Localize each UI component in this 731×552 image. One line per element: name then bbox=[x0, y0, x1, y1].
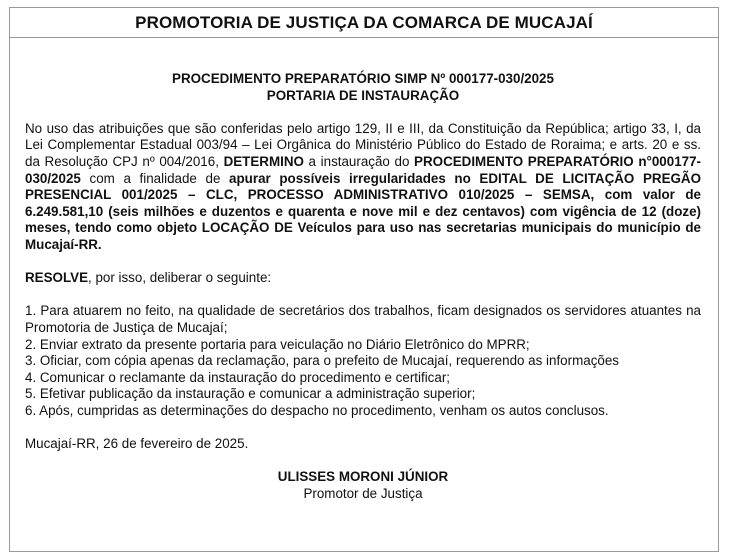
spacer bbox=[25, 104, 701, 121]
signature-name: ULISSES MORONI JÚNIOR bbox=[277, 469, 449, 485]
list-item: 4. Comunicar o reclamante da instauração do procedimento e certificar; bbox=[25, 369, 450, 385]
list-item: 1. Para atuarem no feito, na qualidade de secretários dos trabalhos, ficam designados os servidores atuantes na Promotoria de Justiça de Mucajaí; bbox=[25, 303, 701, 335]
list-item: 5. Efetivar publicação da instauração e comunicar a administração superior; bbox=[25, 386, 476, 402]
list-item: 6. Após, cumpridas as determinações do despacho no procedimento, venham os autos conclusos. bbox=[25, 402, 609, 418]
intro-text-2: a instauração do bbox=[303, 153, 415, 169]
document-page bbox=[9, 7, 719, 552]
intro-paragraph bbox=[25, 121, 701, 254]
object-text: apurar possíveis irregularidades no EDITAL DE LICITAÇÃO PREGÃO PRESENCIAL 001/2025 – CLC, PROCESSO ADMINISTRATIVO 010/2025 – SEMSA, com valor de 6.249.581,10 (seis milhões e duzentos e quarenta e nove mil e dez centavos) com vigência de 12 (doze) meses, tendo como objeto LOCAÇÃO DE Veículos para uso nas secretarias municipais do município de Mucajaí-RR. bbox=[25, 170, 702, 252]
portaria-title: PORTARIA DE INSTAURAÇÃO bbox=[266, 87, 460, 103]
resolve-text: , por isso, deliberar o seguinte: bbox=[88, 270, 272, 286]
document-body bbox=[25, 71, 701, 502]
intro-text-3: com a finalidade de bbox=[80, 170, 230, 186]
spacer bbox=[25, 287, 701, 304]
intro-text-1: No uso das atribuições que são conferidas pelo artigo 129, II e III, da Constituição da República; artigo 33, I, da Lei Complementar Estadual 003/94 – Lei Orgânica do Ministério Público do Estado de Roraima; e arts. 20 e ss. da Resolução CPJ nº 004/2016, bbox=[25, 120, 701, 169]
spacer bbox=[25, 419, 701, 436]
spacer bbox=[25, 254, 701, 271]
resolve-label: RESOLVE bbox=[25, 270, 88, 286]
list-item: 3. Oficiar, com cópia apenas da reclamação, para o prefeito de Mucajaí, requerendo as informações bbox=[25, 353, 619, 369]
page-header bbox=[10, 8, 718, 38]
procedure-title: PROCEDIMENTO PREPARATÓRIO SIMP Nº 000177-030/2025 bbox=[172, 71, 554, 86]
list-item: 2. Enviar extrato da presente portaria para veiculação no Diário Eletrônico do MPRR; bbox=[25, 336, 530, 352]
signature-role: Promotor de Justiça bbox=[303, 485, 423, 501]
header-title: PROMOTORIA DE JUSTIÇA DA COMARCA DE MUCAJAÍ bbox=[135, 13, 593, 32]
resolve-paragraph bbox=[25, 270, 701, 287]
spacer bbox=[25, 453, 701, 470]
procedimento-text: PROCEDIMENTO PREPARATÓRIO n°000177-030/2025 bbox=[25, 153, 702, 186]
date-line: Mucajaí-RR, 26 de fevereiro de 2025. bbox=[25, 436, 249, 452]
determino-text: DETERMINO bbox=[223, 153, 304, 169]
